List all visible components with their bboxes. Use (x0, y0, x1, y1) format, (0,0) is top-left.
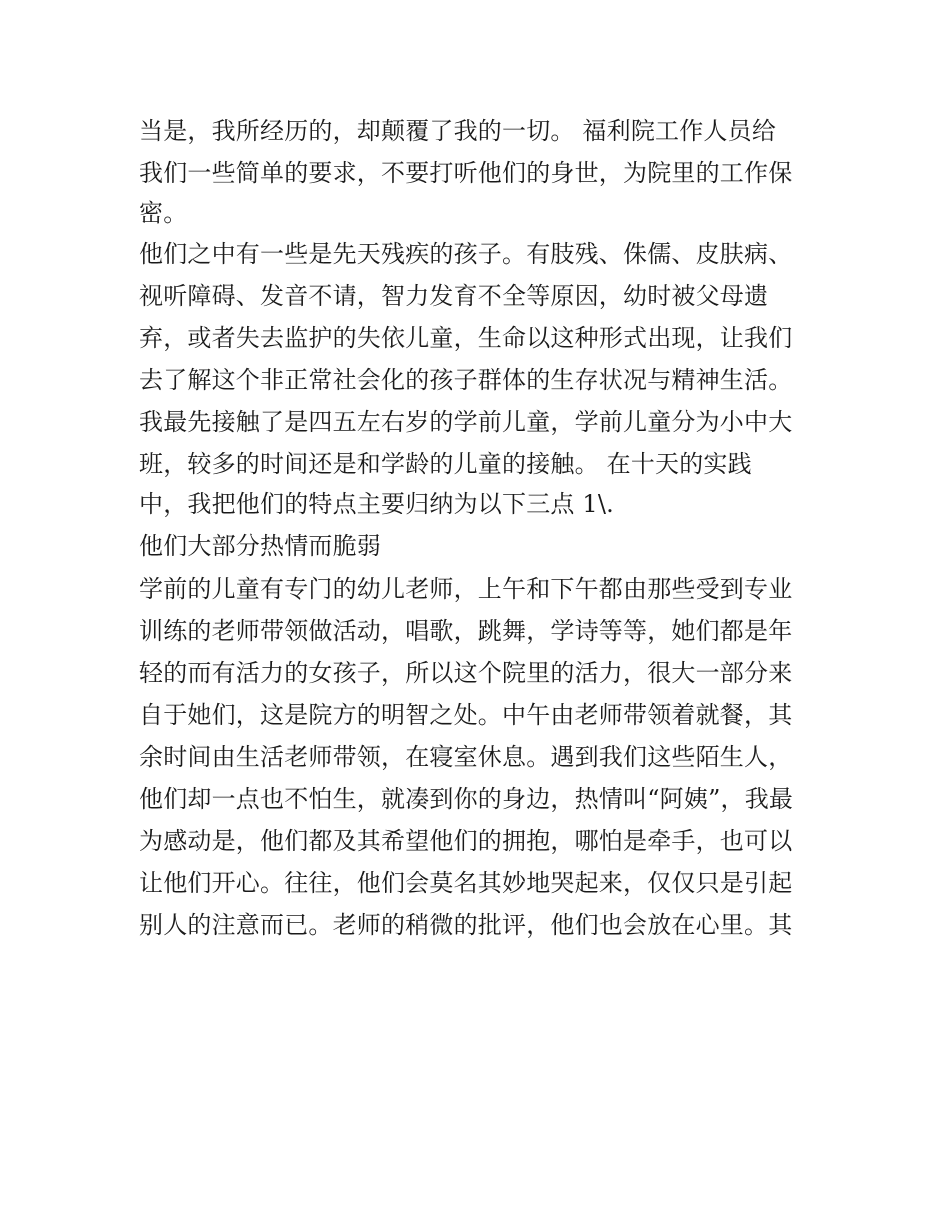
text-line: 轻的而有活力的女孩子，所以这个院里的活力，很大一部分来 (139, 659, 793, 687)
text-line: 他们却一点也不怕生，就凑到你的身边，热情叫“阿姨”，我最 (139, 785, 794, 813)
text-line: 班，较多的时间还是和学龄的儿童的接触。 在十天的实践 (139, 450, 752, 478)
text-line: 他们之中有一些是先天残疾的孩子。有肢残、侏儒、皮肤病、 (139, 240, 793, 268)
text-line: 视听障碍、发音不请，智力发育不全等原因，幼时被父母遗 (139, 282, 769, 310)
text-line: 弃，或者失去监护的失依儿童，生命以这种形式出现，让我们 (139, 324, 793, 352)
section-heading: 他们大部分热情而脆弱 (139, 532, 381, 560)
text-line: 自于她们，这是院方的明智之处。中午由老师带领着就餐，其 (139, 701, 793, 729)
text-line: 当是，我所经历的，却颠覆了我的一切。 福利院工作人员给 (139, 117, 777, 145)
text-line: 余时间由生活老师带领，在寝室休息。遇到我们这些陌生人， (139, 743, 793, 771)
text-line: 密。 (139, 199, 188, 227)
text-line: 我们一些简单的要求，不要打听他们的身世，为院里的工作保 (139, 159, 793, 187)
text-line: 去了解这个非正常社会化的孩子群体的生存状况与精神生活。 (139, 366, 793, 394)
text-line: 为感动是，他们都及其希望他们的拥抱，哪怕是牵手，也可以 (139, 827, 793, 855)
text-line: 训练的老师带领做活动，唱歌，跳舞，学诗等等，她们都是年 (139, 617, 793, 645)
body-text (139, 110, 829, 946)
text-line: 中，我把他们的特点主要归纳为以下三点 1\. (139, 490, 615, 518)
text-line: 让他们开心。往往，他们会莫名其妙地哭起来，仅仅只是引起 (139, 869, 793, 897)
text-line: 别人的注意而已。老师的稍微的批评，他们也会放在心里。其 (139, 911, 793, 939)
text-line: 学前的儿童有专门的幼儿老师，上午和下午都由那些受到专业 (139, 575, 793, 603)
text-line: 我最先接触了是四五左右岁的学前儿童，学前儿童分为小中大 (139, 408, 793, 436)
